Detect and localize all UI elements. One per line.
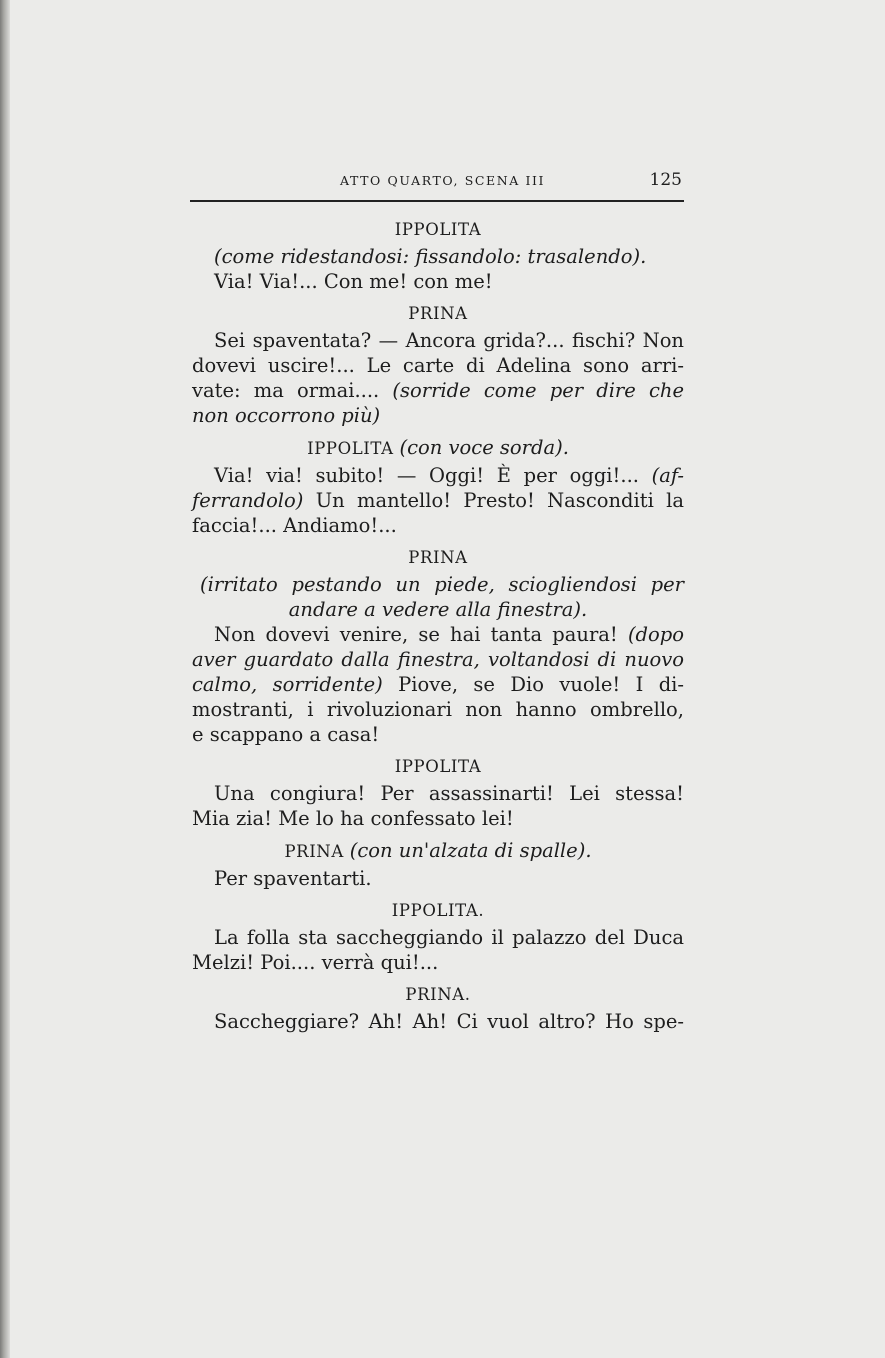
book-spine-shadow <box>0 0 10 1358</box>
running-head: ATTO QUARTO, SCENA III <box>340 173 546 188</box>
stage-direction: (dopo <box>627 623 684 646</box>
header-rule <box>190 200 684 202</box>
dialogue-text: Un mantello! Presto! Nasconditi la <box>303 489 684 512</box>
dialogue-line: faccia!... Andiamo!... <box>192 514 397 537</box>
stage-direction: aver guardato dalla finestra, voltandosi di nuovo <box>192 648 684 671</box>
page-header <box>190 170 684 194</box>
dialogue-line <box>192 488 684 513</box>
dialogue-line: Saccheggiare? Ah! Ah! Ci vuol altro? Ho spe- <box>214 1010 684 1033</box>
stage-direction: calmo, sorridente) <box>192 673 383 696</box>
dialogue-line: La folla sta saccheggiando il palazzo del Duca <box>214 926 684 949</box>
page-number: 125 <box>649 170 682 190</box>
speaker-name: PRINA <box>284 842 344 861</box>
speaker-name: IPPOLITA <box>307 439 394 458</box>
dialogue-line: dovevi uscire!... Le carte di Adelina sono arri- <box>192 354 684 377</box>
stage-direction: andare a vedere alla finestra). <box>288 598 588 621</box>
dialogue-text: vate: ma ormai.... <box>192 379 393 402</box>
stage-direction: (sorride come per dire che <box>392 379 684 402</box>
speaker-heading: PRINA <box>408 548 468 567</box>
stage-direction: (come ridestandosi: fissandolo: trasalendo). <box>214 245 647 268</box>
dialogue-line: e scappano a casa! <box>192 723 380 746</box>
speaker-heading <box>192 434 684 463</box>
speaker-heading <box>192 837 684 866</box>
stage-direction: (af- <box>651 464 684 487</box>
dialogue-line: Mia zia! Me lo ha confessato lei! <box>192 807 514 830</box>
dialogue-line: mostranti, i rivoluzionari non hanno ombrello, <box>192 698 684 721</box>
stage-direction: (con un'alzata di spalle). <box>349 839 592 862</box>
stage-direction: non occorrono più) <box>192 404 381 427</box>
speaker-heading: IPPOLITA <box>394 220 482 239</box>
speaker-heading: IPPOLITA <box>394 757 482 776</box>
dialogue-line: Sei spaventata? — Ancora grida?... fischi? Non <box>214 329 684 352</box>
stage-direction: ferrandolo) <box>192 489 304 512</box>
play-text <box>192 216 684 1034</box>
dialogue-line <box>192 622 684 647</box>
stage-direction: (irritato pestando un piede, sciogliendosi per <box>200 573 684 596</box>
stage-direction: (con voce sorda). <box>399 436 569 459</box>
speaker-heading: PRINA <box>408 304 468 323</box>
dialogue-text: Non dovevi venire, se hai tanta paura! <box>214 623 628 646</box>
dialogue-line <box>192 378 684 403</box>
speaker-heading: IPPOLITA. <box>391 901 485 920</box>
dialogue-text: Via! via! subito! — Oggi! È per oggi!... <box>214 464 652 487</box>
speaker-heading: PRINA. <box>405 985 471 1004</box>
dialogue-line <box>192 672 684 697</box>
dialogue-line: Via! Via!... Con me! con me! <box>214 270 493 293</box>
dialogue-line <box>192 463 684 488</box>
dialogue-line: Per spaventarti. <box>214 867 372 890</box>
dialogue-line: Melzi! Poi.... verrà qui!... <box>192 951 439 974</box>
dialogue-line: Una congiura! Per assassinarti! Lei stessa! <box>214 782 684 805</box>
dialogue-text: Piove, se Dio vuole! I di- <box>382 673 685 696</box>
